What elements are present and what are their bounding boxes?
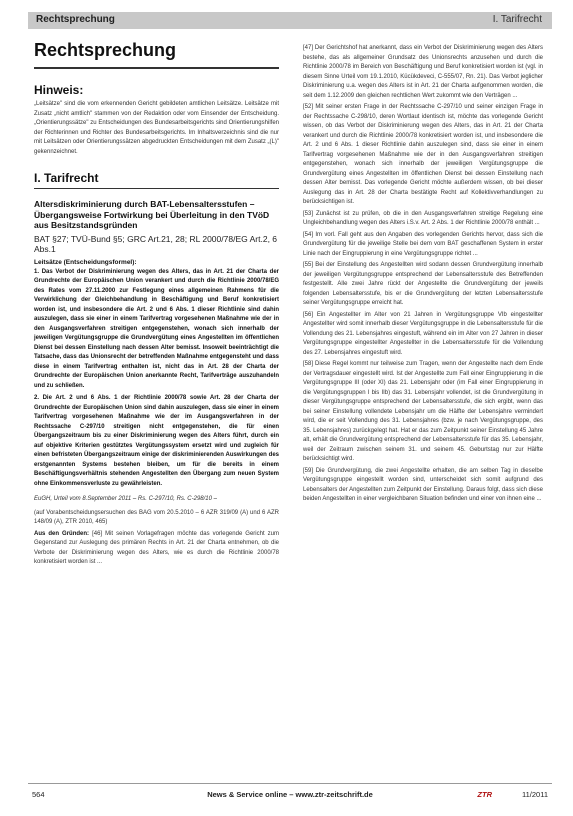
grunde-label: Aus den Gründen: <box>34 530 90 537</box>
paragraph: [52] Mit seiner ersten Frage in der Rechtssache C-297/10 und seiner einzigen Frage in der Rechtssache C-298/10, deren Wortlaut identisch ist, möchte das vorlegende Gericht wissen, ob das Verbot der Diskriminierung wegen des Alters, das in Art. 21 der Charta verankert und durch die Richtlinie 2000/78 konkretisiert worden ist, und insbesondere die Art. 2 und 6 Abs. 1 dieser Richtlinie dahin auszulegen sind, dass sie einer in einem Tarifvertrag vorgesehenen Maßnahme wie der in den Ausgangsverfahren streitigen entgegenstehen, wonach sich innerhalb der jeweiligen Vergütungsgruppe die Grundvergütung eines Angestellten im öffentlichen Dienst bei dessen Einstellung nach dessen Alter bemisst. Das vorlegende Gericht möchte außerdem wissen, ob bei dieser Auslegung das in Art. 28 der Charta bestätigte Recht auf Kollektivverhandlungen zu berücksichtigen ist. <box>303 104 543 205</box>
running-header-left: Rechtsprechung <box>36 14 115 25</box>
paragraph: [53] Zunächst ist zu prüfen, ob die in den Ausgangsverfahren streitige Regelung eine Ungleichbehandlung wegen des Alters i.S.v. Art. 2 Abs. 1 der Richtlinie 2000/78 enthält ... <box>303 210 543 226</box>
leitsatz-2: 2. Die Art. 2 und 6 Abs. 1 der Richtlinie 2000/78 sowie Art. 28 der Charta der Grundrechte der Europäischen Union sind dahin auszulegen, dass sie einer in einem Tarifvertrag vorgesehenen Maßnahme wie der im Ausgangsverfahren in der Rechtssache C-297/10 streitigen nicht entgegenstehen, die für einen Übergangszeitraum bis zu einer Diskriminierung wegen des Alters führt, durch ein auf objektive Kriterien gestütztes Vergütungssystem ersetzt wird und zugleich für einen befristeten Übergangszeitraum einige der diskriminierenden Auswirkungen des erstgenannten Systems bestehen bleiben, um für die bereits in einem Beschäftigungsverhältnis stehenden Angestellten den Übergang zum neuen System ohne Einkommensverluste zu gewährleisten. <box>34 395 279 487</box>
issue-number: 11/2011 <box>522 790 548 799</box>
paragraph: [59] Die Grundvergütung, die zwei Angestellte erhalten, die am selben Tag in dieselbe Vergütungsgruppe eingestellt worden sind, unterscheidet sich somit aufgrund des Lebensalters der Angestellten zum Zeitpunkt der Einstellung. Daraus folgt, dass sich diese beiden Angestellten in einer vergleichbaren Situation befinden und einer von ihnen eine ... <box>303 467 543 502</box>
paragraph: [54] Im vorl. Fall geht aus den Angaben des vorlegenden Gerichts hervor, dass sich die Grundvergütung für die jeweilige Stelle bei dem vom BAT geschaffenen System in erster Linie nach der Eingruppierung in eine Vergütungsgruppe richtet ... <box>303 231 543 257</box>
paragraph: [56] Ein Angestellter im Alter von 21 Jahren in Vergütungsgruppe VIb eingestellter Angestellter wird somit innerhalb dieser Vergütungsgruppe in die Lebensaltersstufe für die Vollendung des 21. Lebensjahres eingestuft, während ein im Alter von 27 Jahren in dieser Vergütungsgruppe eingestellter Angestellter in die Lebensaltersstufe für die Vollendung des 27. Lebensjahres eingestuft wird. <box>303 311 543 356</box>
paragraph: [55] Bei der Einstellung des Angestellten wird sodann dessen Grundvergütung innerhalb der jeweiligen Vergütungsgruppe entsprechend der Lebensaltersstufe des Betreffenden festgestellt. Alle zwei Jahre rückt der Angestellte die Grundvergütung der jeweils folgenden Lebensaltersstufe, bis er die Grundvergütung der letzten Lebensaltersstufe seiner Vergütungsgruppe erreicht hat. <box>303 262 543 306</box>
paragraph: [47] Der Gerichtshof hat anerkannt, dass ein Verbot der Diskriminierung wegen des Alters bestehe, das als allgemeiner Grundsatz des Unionsrechts anzusehen und durch die Richtlinie 2000/78 im Bereich von Beschäftigung und Beruf konkretisiert worden ist (vgl. in diesem Sinne Urteil vom 19.1.2010, Kücükdeveci, C-555/07, Rn. 21). Das Verbot jeglicher Diskriminierung u.a. wegen des Alters ist in Art. 21 der Charta aufgenommen worden, die seit dem 1.12.2009 den gleichen rechtlichen Wert zukommt wie den Verträgen ... <box>303 45 543 99</box>
hinweis-heading: Hinweis: <box>34 83 84 97</box>
title-rule <box>34 67 279 69</box>
running-header-right: I. Tarifrecht <box>492 14 542 25</box>
page-number: 564 <box>32 790 45 799</box>
grunde-paragraph <box>34 530 279 568</box>
page-footer <box>28 783 552 804</box>
section-heading: I. Tarifrecht <box>34 171 99 185</box>
court-citation: EuGH, Urteil vom 8.September 2011 – Rs. C-297/10, Rs. C-298/10 – <box>34 496 217 502</box>
journal-logo: ZTR <box>477 790 492 799</box>
running-header <box>28 12 552 29</box>
paragraph: [58] Diese Regel kommt nur teilweise zum Tragen, wenn der Angestellte nach dem Ende der Vertragsdauer eingestellt wird. Ist der Angestellte zum Fall einer Eingruppierung in die Vergütungsgruppe III (oder XI) das 21. Lebensjahr oder (im Fall einer Eingruppierung in die Vergütungsgruppen I bis IIb) das 31. Lebensjahr vollendet, ist die Grundvergütung in dieser Vergütungsgruppe entsprechend der Lebensaltersstufe, die sich ergibt, wenn das bei seiner Einstellung vollendete Lebensjahr um die Hälfte der Lebensjahre vermindert wird, die er seit Vollendung des 31. Lebensjahres (bzw. je nach Vergütungsgruppe, des 35. Lebensjahres) zurückgelegt hat. Hat er das zum Zeitpunkt seiner Einstellung 45 Jahre alt, erhält die Grundvergütung entsprechend der Lebensaltersstufe für das 35. Lebensjahr, weil der Zeitraum zwischen seinem 31. und seinem 45. Geburtstag nur zur Hälfte berücksichtigt wird. <box>303 361 543 462</box>
grunde-text: [46] Mit seinen Vorlagefragen möchte das vorlegende Gericht zum Gegenstand zur Auslegung des primären Rechts in Art. 21 der Charta entnehmen, ob die Verbote der Diskriminierung wegen des Alters, wie es durch die Richtlinie 2000/78 konkretisiert worden ist ... <box>34 530 279 565</box>
leitsatz-1: 1. Das Verbot der Diskriminierung wegen des Alters, das in Art. 21 der Charta der Grundrechte der Europäischen Union verankert und durch die Richtlinie 2000/78/EG des Rates vom 27.11.2000 zur Festlegung eines allgemeinen Rahmens für die Verwirklichung der Gleichbehandlung in Beschäftigung und Beruf konkretisiert worden ist, und insbesondere die Art. 2 und 6 Abs. 1 dieser Richtlinie sind dahin auszulegen, dass sie einer in einem Tarifvertrag vorgesehenen Maßnahme wie der in den Ausgangsverfahren streitigen entgegenstehen, wonach sich innerhalb der jeweiligen Vergütungsgruppe die Grundvergütung eines Angestellten im öffentlichen Dienst bei dessen Einstellung nach dessen Alter bemisst. Insoweit beeinträchtigt die Tatsache, dass das Unionsrecht der betreffenden Maßnahme entgegensteht und dass diese in einem Tarifvertrag enthalten ist, nicht das in Art. 28 der Charta der Grundrechte der Europäischen Union anerkannte Recht, Tarifverträge auszuhandeln und zu schließen. <box>34 268 279 389</box>
section-rule <box>34 188 279 189</box>
hinweis-text: „Leitsätze" sind die vom erkennenden Gericht gebildeten amtlichen Leitsätze. Leitsätze mit Zusatz „nicht amtlich" stammen von der Redaktion oder vom Einsender der Entscheidung. „Orientierungssätze" zu Entscheidungen des Bundesarbeitsgerichts sind Orientierungshilfen der Richterinnen und Richter des Bundesarbeitsgerichts. Im Inhaltsverzeichnis sind die nur mit Leitsätzen oder Orientierungssätzen abgedruckten Entscheidungen mit dem Zusatz „(L)" gekennzeichnet. <box>34 101 279 155</box>
vorab-note: (auf Vorabentscheidungsersuchen des BAG vom 20.5.2010 – 6 AZR 319/09 (A) und 6 AZR 148/09 (A), ZTR 2010, 465) <box>34 509 279 525</box>
leitsatz-label: Leitsätze (Entscheidungsformel): <box>34 258 137 266</box>
page-title: Rechtsprechung <box>34 40 177 60</box>
footer-website[interactable]: News & Service online – www.ztr-zeitschrift.de <box>207 790 373 799</box>
article-norms: BAT §27; TVÜ-Bund §5; GRC Art.21, 28; RL 2000/78/EG Art.2, 6 Abs.1 <box>34 233 278 254</box>
right-column <box>303 44 543 507</box>
article-title: Altersdiskriminierung durch BAT-Lebensaltersstufen – Übergangsweise Fortwirkung bei Überleitung in den TVöD aus Besitzstandsgründen <box>34 199 270 230</box>
left-column <box>34 36 279 570</box>
